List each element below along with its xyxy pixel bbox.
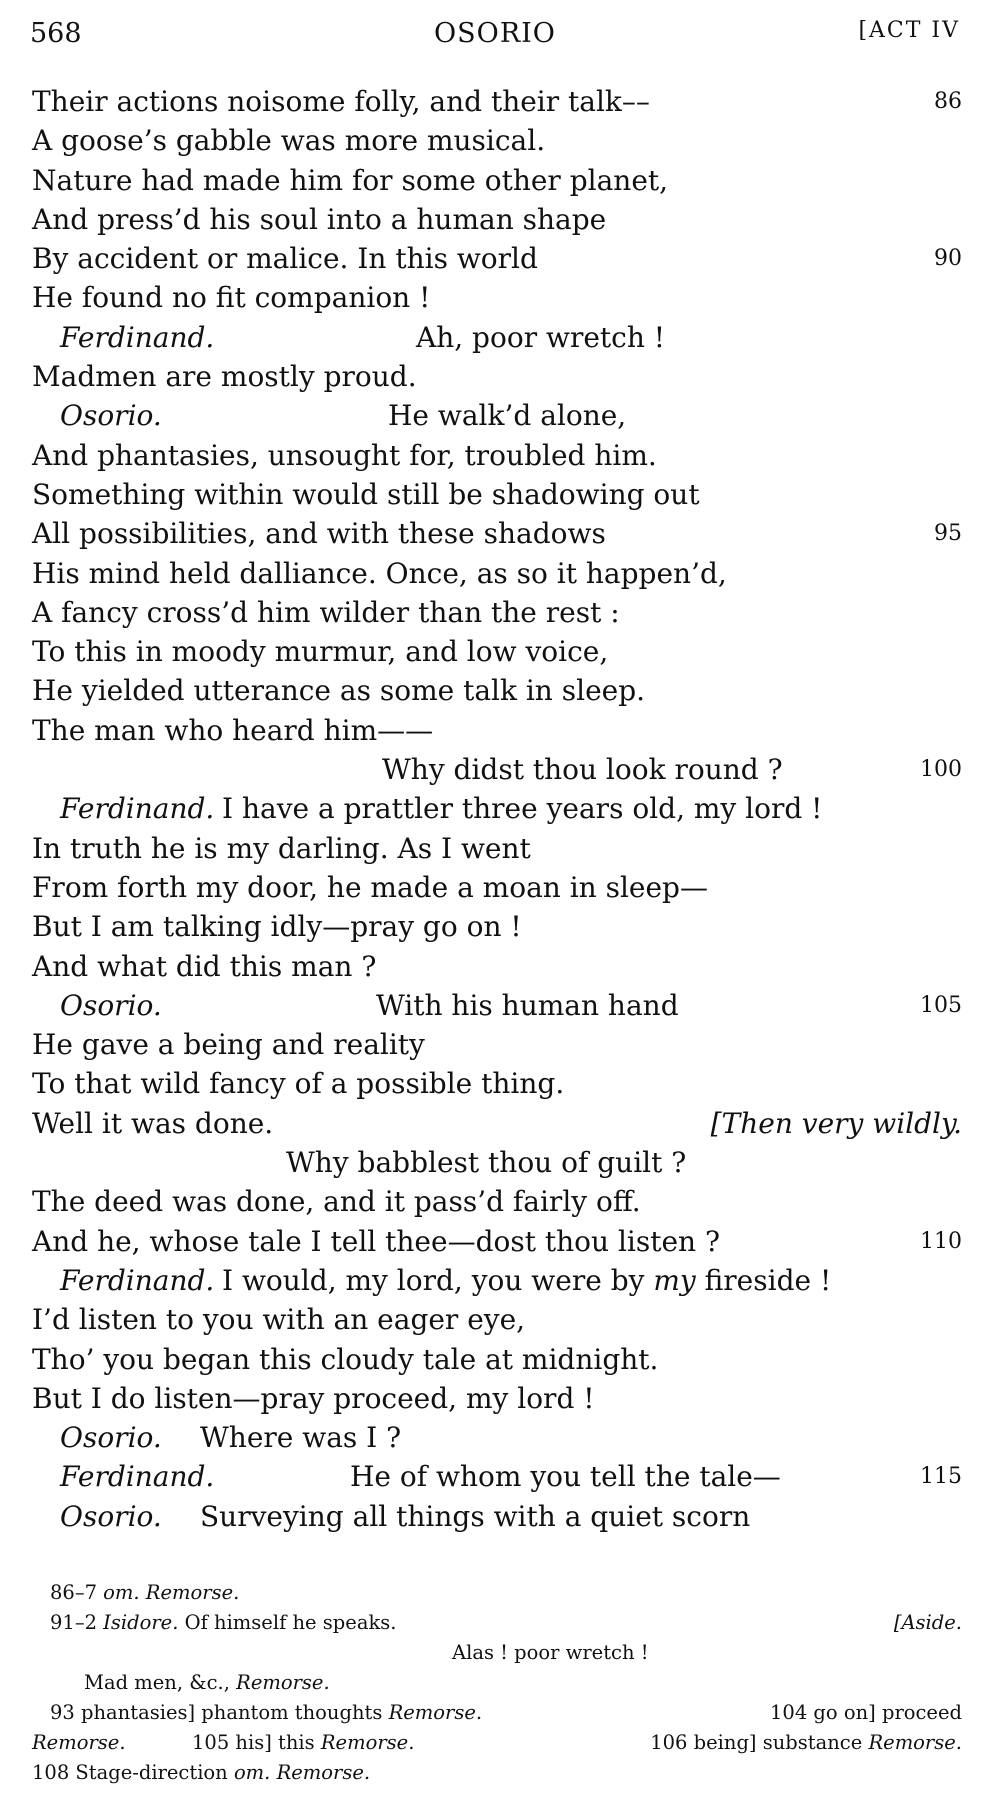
- verse-line: [32, 1497, 962, 1536]
- text-segment: Where was I ?: [200, 1421, 402, 1455]
- verse-line: [32, 82, 962, 121]
- text-segment: Madmen are mostly proud.: [32, 360, 417, 394]
- note-text: Mad men, &c.,: [84, 1671, 237, 1694]
- verse-line: [32, 121, 962, 160]
- line-text: [32, 1222, 720, 1261]
- note-italic-text: Remorse.: [868, 1731, 962, 1754]
- line-text: [32, 593, 620, 632]
- verse-line: [32, 1143, 962, 1182]
- line-text: [32, 278, 430, 317]
- text-segment: He yielded utterance as some talk in sleep.: [32, 674, 646, 708]
- line-text: [416, 318, 665, 357]
- line-text: [32, 357, 417, 396]
- verse-text: [32, 82, 962, 1536]
- text-segment: He gave a being and reality: [32, 1028, 425, 1062]
- text-segment: Tho’ you began this cloudy tale at midnight.: [32, 1342, 659, 1376]
- speaker-name: Osorio.: [60, 1499, 162, 1533]
- line-number: 86: [934, 89, 962, 114]
- text-segment: And what did this man ?: [32, 949, 377, 983]
- verse-line: [32, 278, 962, 317]
- line-text: [382, 750, 783, 789]
- verse-line: [32, 318, 962, 357]
- line-text: [350, 1457, 781, 1496]
- act-label: [ACT IV: [858, 18, 960, 43]
- note-line: [32, 1698, 962, 1728]
- note-text: 105 his] this: [192, 1731, 321, 1754]
- text-segment: Why didst thou look round ?: [382, 753, 783, 787]
- line-number: 105: [920, 992, 962, 1018]
- line-text: [32, 1300, 525, 1339]
- note-text: Alas ! poor wretch !: [452, 1641, 649, 1664]
- line-text: [32, 121, 545, 160]
- emphasis-text: my: [653, 1263, 696, 1297]
- line-text: [200, 1418, 401, 1457]
- note-line: [32, 1728, 962, 1758]
- line-text: [32, 868, 708, 907]
- line-text: [388, 396, 626, 435]
- note-stage-direction: [Aside.: [893, 1611, 962, 1634]
- verse-line: [32, 1064, 962, 1103]
- line-text: [32, 632, 608, 671]
- text-segment: His mind held dalliance. Once, as so it happen’d,: [32, 556, 727, 590]
- note-italic-text: Isidore.: [103, 1611, 179, 1634]
- line-number: 90: [934, 246, 962, 272]
- line-text: [286, 1143, 686, 1182]
- note-text: 106 being] substance: [650, 1731, 869, 1754]
- verse-line: [32, 1418, 962, 1457]
- verse-line: [32, 907, 962, 946]
- note-italic-text: Remorse.: [388, 1701, 483, 1724]
- line-number: 110: [920, 1228, 962, 1254]
- note-entry: [32, 1758, 370, 1788]
- text-segment: Ah, poor wretch !: [416, 320, 666, 354]
- line-text: [32, 475, 700, 514]
- verse-line: [32, 1300, 962, 1339]
- text-segment: fireside !: [695, 1263, 832, 1297]
- text-segment: From forth my door, he made a moan in sleep—: [32, 870, 708, 904]
- text-segment: And press’d his soul into a human shape: [32, 202, 607, 236]
- note-entry: [50, 1578, 239, 1608]
- line-text: [32, 514, 606, 553]
- text-segment: He found no fit companion !: [32, 281, 431, 315]
- note-text: 93 phantasies] phantom thoughts: [50, 1701, 389, 1724]
- verse-line: [32, 475, 962, 514]
- line-text: [222, 1261, 831, 1300]
- note-line: [32, 1578, 962, 1608]
- text-segment: Their actions noisome folly, and their talk––: [32, 85, 650, 118]
- note-text: 86–7: [50, 1581, 104, 1604]
- text-segment: Something within would still be shadowing out: [32, 477, 700, 511]
- verse-line: [32, 436, 962, 475]
- note-italic-text: Remorse.: [32, 1731, 126, 1754]
- speaker-name: Ferdinand.: [60, 1460, 215, 1494]
- note-entry: [84, 1668, 330, 1698]
- speaker-name: Ferdinand.: [60, 320, 215, 354]
- text-segment: A goose’s gabble was more musical.: [32, 124, 546, 158]
- text-segment: Well it was done.: [32, 1106, 274, 1140]
- verse-line: [32, 593, 962, 632]
- speaker-name: Ferdinand.: [60, 1263, 215, 1297]
- text-segment: Nature had made him for some other planet,: [32, 163, 669, 197]
- line-text: [376, 986, 679, 1025]
- line-text: [32, 907, 522, 946]
- line-text: [32, 82, 650, 121]
- verse-line: [32, 357, 962, 396]
- verse-line: [32, 1222, 962, 1261]
- verse-line: [32, 1025, 962, 1064]
- stage-direction: [Then very wildly.: [710, 1106, 962, 1140]
- verse-line: [32, 829, 962, 868]
- note-text: 104 go on] proceed: [770, 1701, 962, 1724]
- line-text: [32, 947, 376, 986]
- verse-line: [32, 986, 962, 1025]
- note-italic-text: Remorse.: [236, 1671, 330, 1694]
- verse-line: [32, 947, 962, 986]
- note-text: Of himself he speaks.: [178, 1611, 397, 1634]
- line-text: [32, 711, 433, 750]
- line-text: [32, 200, 606, 239]
- text-segment: I have a prattler three years old, my lord !: [222, 792, 823, 826]
- note-line: [32, 1638, 962, 1668]
- line-text: [32, 829, 531, 868]
- verse-line: [32, 1261, 962, 1300]
- note-entry: [50, 1608, 396, 1638]
- note-entry: [770, 1698, 962, 1728]
- note-line: [32, 1608, 962, 1638]
- verse-line: [32, 239, 962, 278]
- text-segment: The man who heard him——: [32, 713, 434, 747]
- verse-line: [32, 1104, 962, 1143]
- verse-line: [32, 554, 962, 593]
- text-segment: He of whom you tell the tale—: [350, 1460, 781, 1494]
- verse-line: [32, 200, 962, 239]
- verse-line: [32, 671, 962, 710]
- line-number: 115: [920, 1464, 962, 1490]
- verse-line: [32, 514, 962, 553]
- line-number: 95: [934, 521, 962, 547]
- line-text: [32, 1025, 425, 1064]
- text-segment: To this in moody murmur, and low voice,: [32, 635, 609, 669]
- text-segment: Why babblest thou of guilt ?: [286, 1146, 687, 1180]
- text-segment: And he, whose tale I tell thee—dost thou listen ?: [32, 1224, 720, 1258]
- text-segment: With his human hand: [376, 988, 679, 1022]
- line-text: [200, 1497, 750, 1536]
- text-segment: And phantasies, unsought for, troubled him.: [32, 438, 657, 472]
- text-segment: All possibilities, and with these shadows: [32, 517, 606, 551]
- verse-line: [32, 789, 962, 828]
- text-segment: A fancy cross’d him wilder than the rest :: [32, 595, 620, 629]
- speaker-name: Osorio.: [60, 1421, 162, 1455]
- note-entry: [650, 1728, 962, 1758]
- text-segment: The deed was done, and it pass’d fairly off.: [32, 1185, 641, 1219]
- speaker-name: Osorio.: [60, 988, 162, 1022]
- text-segment: By accident or malice. In this world: [32, 242, 538, 276]
- line-text: [32, 1104, 273, 1143]
- line-text: [32, 1182, 641, 1221]
- note-italic-text: om. Remorse.: [233, 1761, 371, 1784]
- verse-line: [32, 750, 962, 789]
- line-text: [32, 239, 538, 278]
- line-text: [32, 554, 727, 593]
- text-segment: I would, my lord, you were by: [222, 1263, 654, 1297]
- verse-line: [32, 632, 962, 671]
- line-text: [222, 789, 822, 828]
- text-segment: But I am talking idly—pray go on !: [32, 910, 522, 944]
- speaker-name: Osorio.: [60, 399, 162, 433]
- text-segment: I’d listen to you with an eager eye,: [32, 1303, 526, 1337]
- text-segment: To that wild fancy of a possible thing.: [32, 1067, 565, 1101]
- note-italic-text: om. Remorse.: [103, 1581, 240, 1604]
- page-header: [30, 18, 960, 62]
- text-segment: He walk’d alone,: [388, 399, 627, 433]
- text-segment: In truth he is my darling. As I went: [32, 831, 531, 865]
- note-entry: [452, 1638, 649, 1668]
- textual-notes: [32, 1578, 962, 1788]
- line-number: 100: [920, 757, 962, 783]
- note-text: 91–2: [50, 1611, 104, 1634]
- verse-line: [32, 1340, 962, 1379]
- verse-line: [32, 711, 962, 750]
- line-text: [32, 436, 657, 475]
- running-title: OSORIO: [434, 18, 556, 49]
- line-text: [32, 161, 668, 200]
- note-entry: [50, 1698, 482, 1728]
- line-text: [32, 671, 645, 710]
- line-text: [32, 1340, 658, 1379]
- note-line: [32, 1758, 962, 1788]
- line-text: [32, 1379, 595, 1418]
- note-entry: [192, 1728, 414, 1758]
- line-text: [32, 1064, 564, 1103]
- note-line: [32, 1668, 962, 1698]
- verse-line: [32, 161, 962, 200]
- verse-line: [32, 868, 962, 907]
- verse-line: [32, 396, 962, 435]
- verse-line: [32, 1182, 962, 1221]
- note-italic-text: Remorse.: [320, 1731, 415, 1754]
- text-segment: Surveying all things with a quiet scorn: [200, 1499, 751, 1533]
- note-entry: [32, 1728, 126, 1758]
- page-number: 568: [30, 18, 82, 49]
- note-text: 108 Stage-direction: [32, 1761, 234, 1784]
- verse-line: [32, 1379, 962, 1418]
- speaker-name: Ferdinand.: [60, 792, 215, 826]
- verse-line: [32, 1457, 962, 1496]
- text-segment: But I do listen—pray proceed, my lord !: [32, 1381, 595, 1415]
